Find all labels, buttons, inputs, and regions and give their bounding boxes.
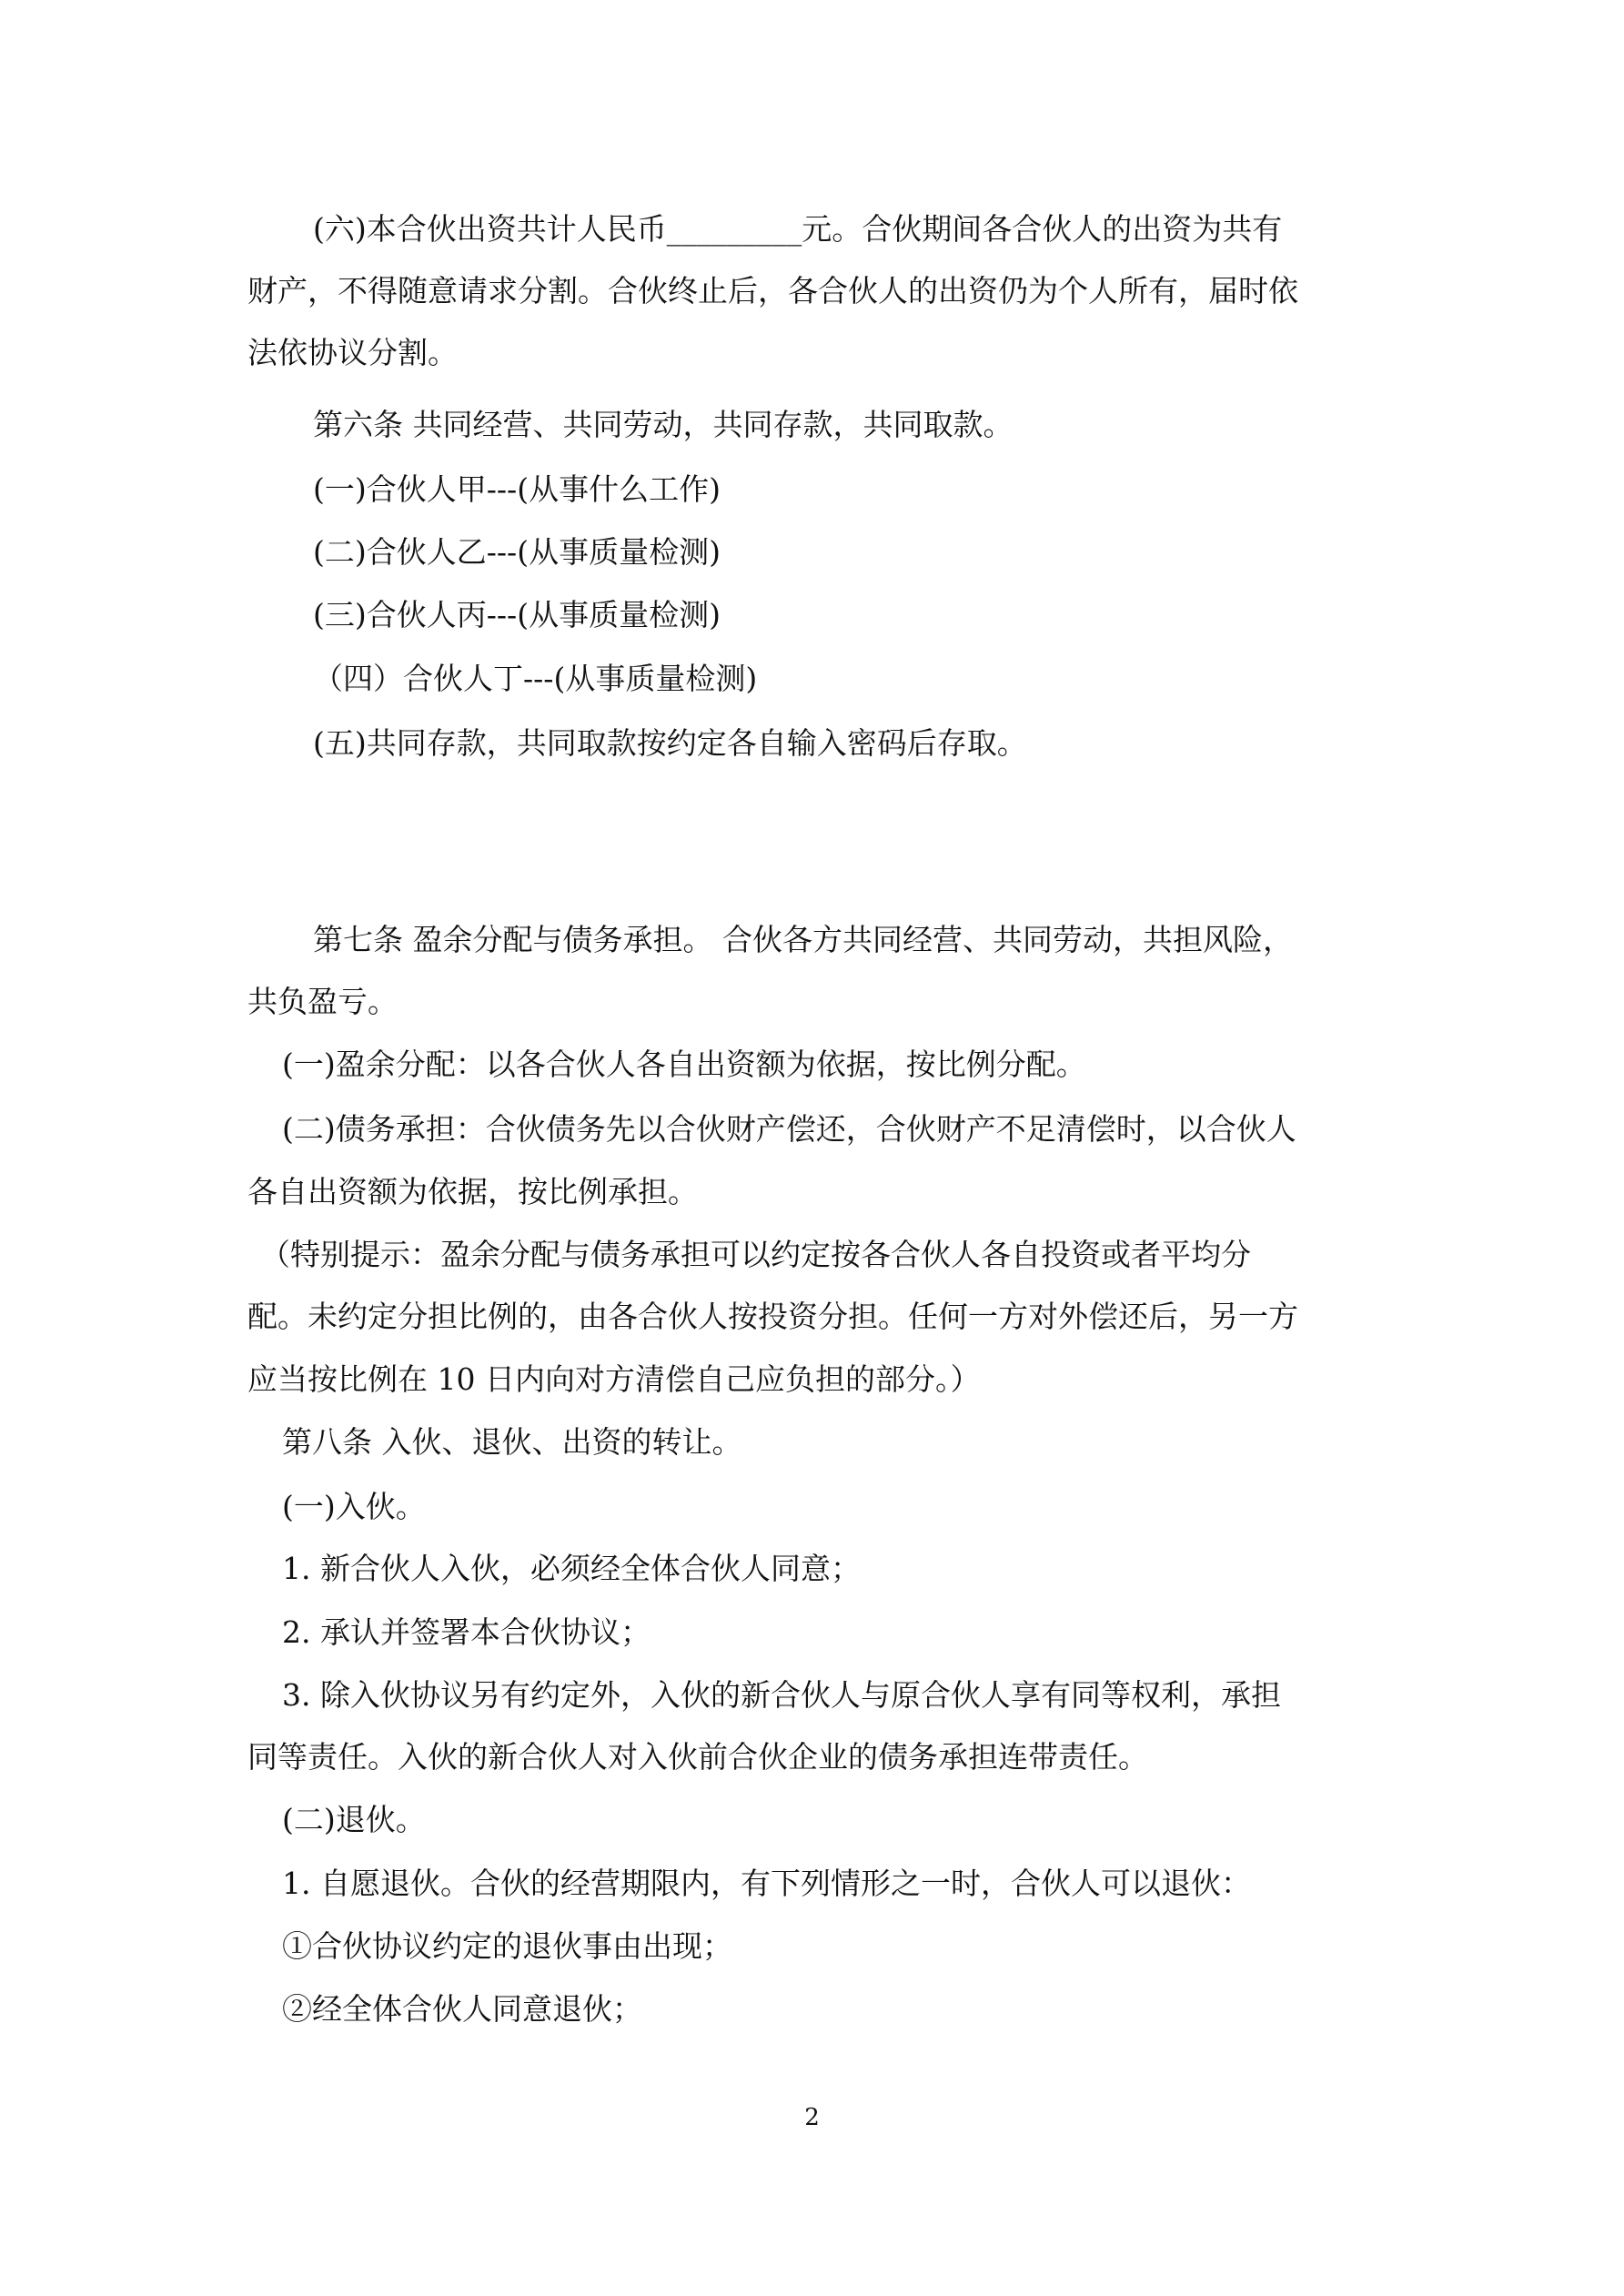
article-heading: 第八条 入伙、退伙、出资的转让。: [282, 1424, 742, 1460]
article-heading: 第六条 共同经营、共同劳动，共同存款，共同取款。: [313, 407, 1014, 442]
paragraph-line: 各自出资额为依据，按比例承担。: [247, 1174, 698, 1209]
paragraph-line: 同等责任。入伙的新合伙人对入伙前合伙企业的债务承担连带责任。: [247, 1739, 1148, 1775]
list-item: 2. 承认并签署本合伙协议；: [282, 1614, 651, 1650]
list-item: （四）合伙人丁---(从事质量检测): [313, 661, 758, 696]
article-heading: 第七条 盈余分配与债务承担。 合伙各方共同经营、共同劳动，共担风险，: [313, 922, 1293, 957]
list-item: ②经全体合伙人同意退伙；: [282, 1991, 642, 2027]
paragraph-line: 财产，不得随意请求分割。合伙终止后，各合伙人的出资仍为个人所有，届时依: [247, 273, 1298, 308]
list-item: (一)盈余分配：以各合伙人各自出资额为依据，按比例分配。: [282, 1047, 1086, 1082]
list-item: (二)合伙人乙---(从事质量检测): [313, 534, 721, 570]
list-item: (三)合伙人丙---(从事质量检测): [313, 597, 721, 632]
list-item: (二)债务承担：合伙债务先以合伙财产偿还，合伙财产不足清偿时，以合伙人: [282, 1111, 1296, 1147]
list-item: 1. 自愿退伙。合伙的经营期限内，有下列情形之一时，合伙人可以退伙：: [282, 1866, 1251, 1901]
paragraph-line: 法依协议分割。: [247, 335, 458, 370]
page-number: 2: [804, 2104, 820, 2131]
list-item: (二)退伙。: [282, 1802, 426, 1837]
paragraph-line: (六)本合伙出资共计人民币_________元。合伙期间各合伙人的出资为共有: [313, 211, 1283, 247]
list-item: ①合伙协议约定的退伙事由出现；: [282, 1928, 732, 1964]
special-note: 配。未约定分担比例的，由各合伙人按投资分担。任何一方对外偿还后，另一方: [247, 1299, 1298, 1334]
special-note: （特别提示：盈余分配与债务承担可以约定按各合伙人各自投资或者平均分: [260, 1237, 1251, 1272]
list-item: (一)合伙人甲---(从事什么工作): [313, 471, 721, 507]
list-item: 3. 除入伙协议另有约定外，入伙的新合伙人与原合伙人享有同等权利，承担: [282, 1677, 1281, 1713]
list-item: (一)入伙。: [282, 1489, 426, 1524]
special-note: 应当按比例在 10 日内向对方清偿自己应负担的部分。）: [247, 1361, 981, 1397]
list-item: 1. 新合伙人入伙，必须经全体合伙人同意；: [282, 1551, 861, 1586]
list-item: (五)共同存款，共同取款按约定各自输入密码后存取。: [313, 725, 1027, 761]
paragraph-line: 共负盈亏。: [247, 984, 398, 1019]
